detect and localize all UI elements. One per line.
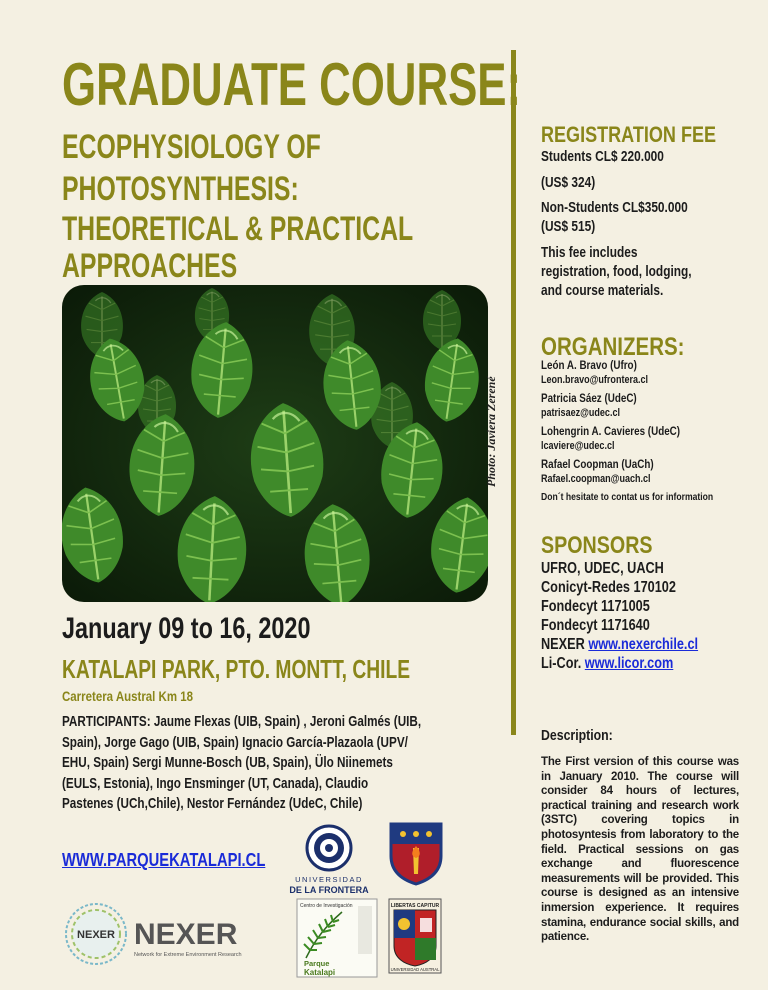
organizer-name: Rafael Coopman (UaCh) [541, 457, 654, 471]
fee-includes-line: This fee includes [541, 245, 638, 261]
sponsor-licor [541, 655, 673, 673]
katalapi-logo-graphic [296, 898, 378, 978]
katalapi-logo-name2: Katalapi [304, 968, 336, 977]
uach-logo-name: UNIVERSIDAD AUSTRAL [390, 967, 440, 972]
katalapi-logo [296, 898, 378, 978]
photo-credit: Photo: Javiera Zerené [484, 376, 498, 487]
participants-line: Pastenes (UCh,Chile), Nestor Fernández (UdeC, Chile) [62, 795, 363, 812]
description-text: The First version of this course was in January 2010. The course will consider 84 hours of lectures, practical training and research work (3STC) covering topics in photosyntesis from laboratory to the field. Practical sessions on gas exchange and fluorescence measurements will be provided. This course is designed as an intensive inmersion experience. It requires stamina, endurance social skills, and patience. [541, 756, 739, 944]
page-title: GRADUATE COURSE: [62, 51, 522, 118]
licor-link[interactable]: www.licor.com [584, 655, 674, 672]
non-students-fee-usd: (US$ 515) [541, 219, 596, 235]
organizer-email[interactable]: Rafael.coopman@uach.cl [541, 473, 651, 485]
sponsors-heading: SPONSORS [541, 532, 653, 559]
subtitle-line: ECOPHYSIOLOGY OF [62, 128, 321, 166]
sponsors-line: UFRO, UDEC, UACH [541, 560, 664, 577]
fee-includes-line: and course materials. [541, 283, 664, 299]
organizer-email[interactable]: patrisaez@udec.cl [541, 407, 620, 419]
ufro-logo-line2: DE LA FRONTERA [289, 885, 369, 895]
sponsors-line: Conicyt-Redes 170102 [541, 579, 676, 596]
organizer-email[interactable]: Leon.bravo@ufrontera.cl [541, 374, 649, 386]
subtitle-line: PHOTOSYNTHESIS: [62, 170, 299, 208]
course-dates: January 09 to 16, 2020 [62, 612, 311, 645]
nexer-link[interactable]: www.nexerchile.cl [588, 636, 699, 653]
subtitle-line: THEORETICAL & PRACTICAL [62, 210, 414, 248]
non-students-fee: Non-Students CL$350.000 [541, 200, 688, 216]
fee-includes-line: registration, food, lodging, [541, 264, 692, 280]
location-address: Carretera Austral Km 18 [62, 688, 194, 704]
sponsor-nexer [541, 636, 698, 654]
description-heading: Description: [541, 727, 613, 744]
organizers-heading: ORGANIZERS: [541, 333, 685, 361]
udec-shield-graphic [389, 822, 443, 886]
registration-heading: REGISTRATION FEE [541, 122, 717, 147]
ufro-logo-line1: UNIVERSIDAD [295, 875, 363, 884]
nexer-logo [62, 898, 262, 970]
uach-logo-graphic [388, 898, 442, 974]
participants-line: EHU, Spain) Sergi Munne-Bosch (UB, Spain), Ülo Niinemets [62, 754, 393, 771]
nexer-logo-text: NEXER [134, 918, 238, 951]
organizer-name: León A. Bravo (Ufro) [541, 358, 637, 372]
sponsors-line: Fondecyt 1171005 [541, 598, 650, 615]
participants-line: Spain), Jorge Gago (UIB, Spain) Ignacio García-Plazaola (UPV/ [62, 733, 408, 751]
uach-logo [388, 898, 442, 974]
nexer-tagline: Network for Extreme Environment Research [134, 952, 242, 958]
organizer-name: Lohengrin A. Cavieres (UdeC) [541, 424, 681, 438]
ufro-logo [288, 820, 370, 900]
nexer-logo-graphic [62, 898, 262, 970]
katalapi-logo-top: Centro de Investigación [300, 903, 353, 909]
organizer-email[interactable]: lcaviere@udec.cl [541, 440, 615, 452]
subtitle-line: APPROACHES [62, 247, 238, 285]
vertical-divider [511, 50, 516, 735]
ufro-logo-graphic [288, 820, 370, 900]
participants-line: (EULS, Estonia), Ingo Ensminger (UT, Canada), Claudio [62, 774, 369, 792]
sponsor-nexer-label: NEXER [541, 636, 589, 653]
participants-line: PARTICIPANTS: Jaume Flexas (UIB, Spain) , Jeroni Galmés (UIB, [62, 713, 422, 730]
katalapi-logo-name1: Parque [304, 959, 330, 968]
nexer-logo-small-text: NEXER [77, 929, 115, 941]
sponsors-line: Fondecyt 1171640 [541, 617, 650, 634]
fern-photo [62, 285, 488, 602]
fern-illustration [62, 285, 488, 602]
course-location: KATALAPI PARK, PTO. MONTT, CHILE [62, 654, 411, 684]
participants-list [62, 712, 512, 815]
sponsor-licor-label: Li-Cor. [541, 655, 585, 672]
uach-logo-motto: LIBERTAS CAPITUR [390, 903, 440, 909]
park-website-link[interactable]: WWW.PARQUEKATALAPI.CL [62, 850, 266, 870]
udec-shield-logo [389, 822, 443, 886]
organizer-name: Patricia Sáez (UdeC) [541, 391, 637, 405]
contact-note: Don´t hesitate to contat us for information [541, 491, 714, 503]
students-fee-usd: (US$ 324) [541, 175, 596, 191]
students-fee: Students CL$ 220.000 [541, 149, 664, 165]
